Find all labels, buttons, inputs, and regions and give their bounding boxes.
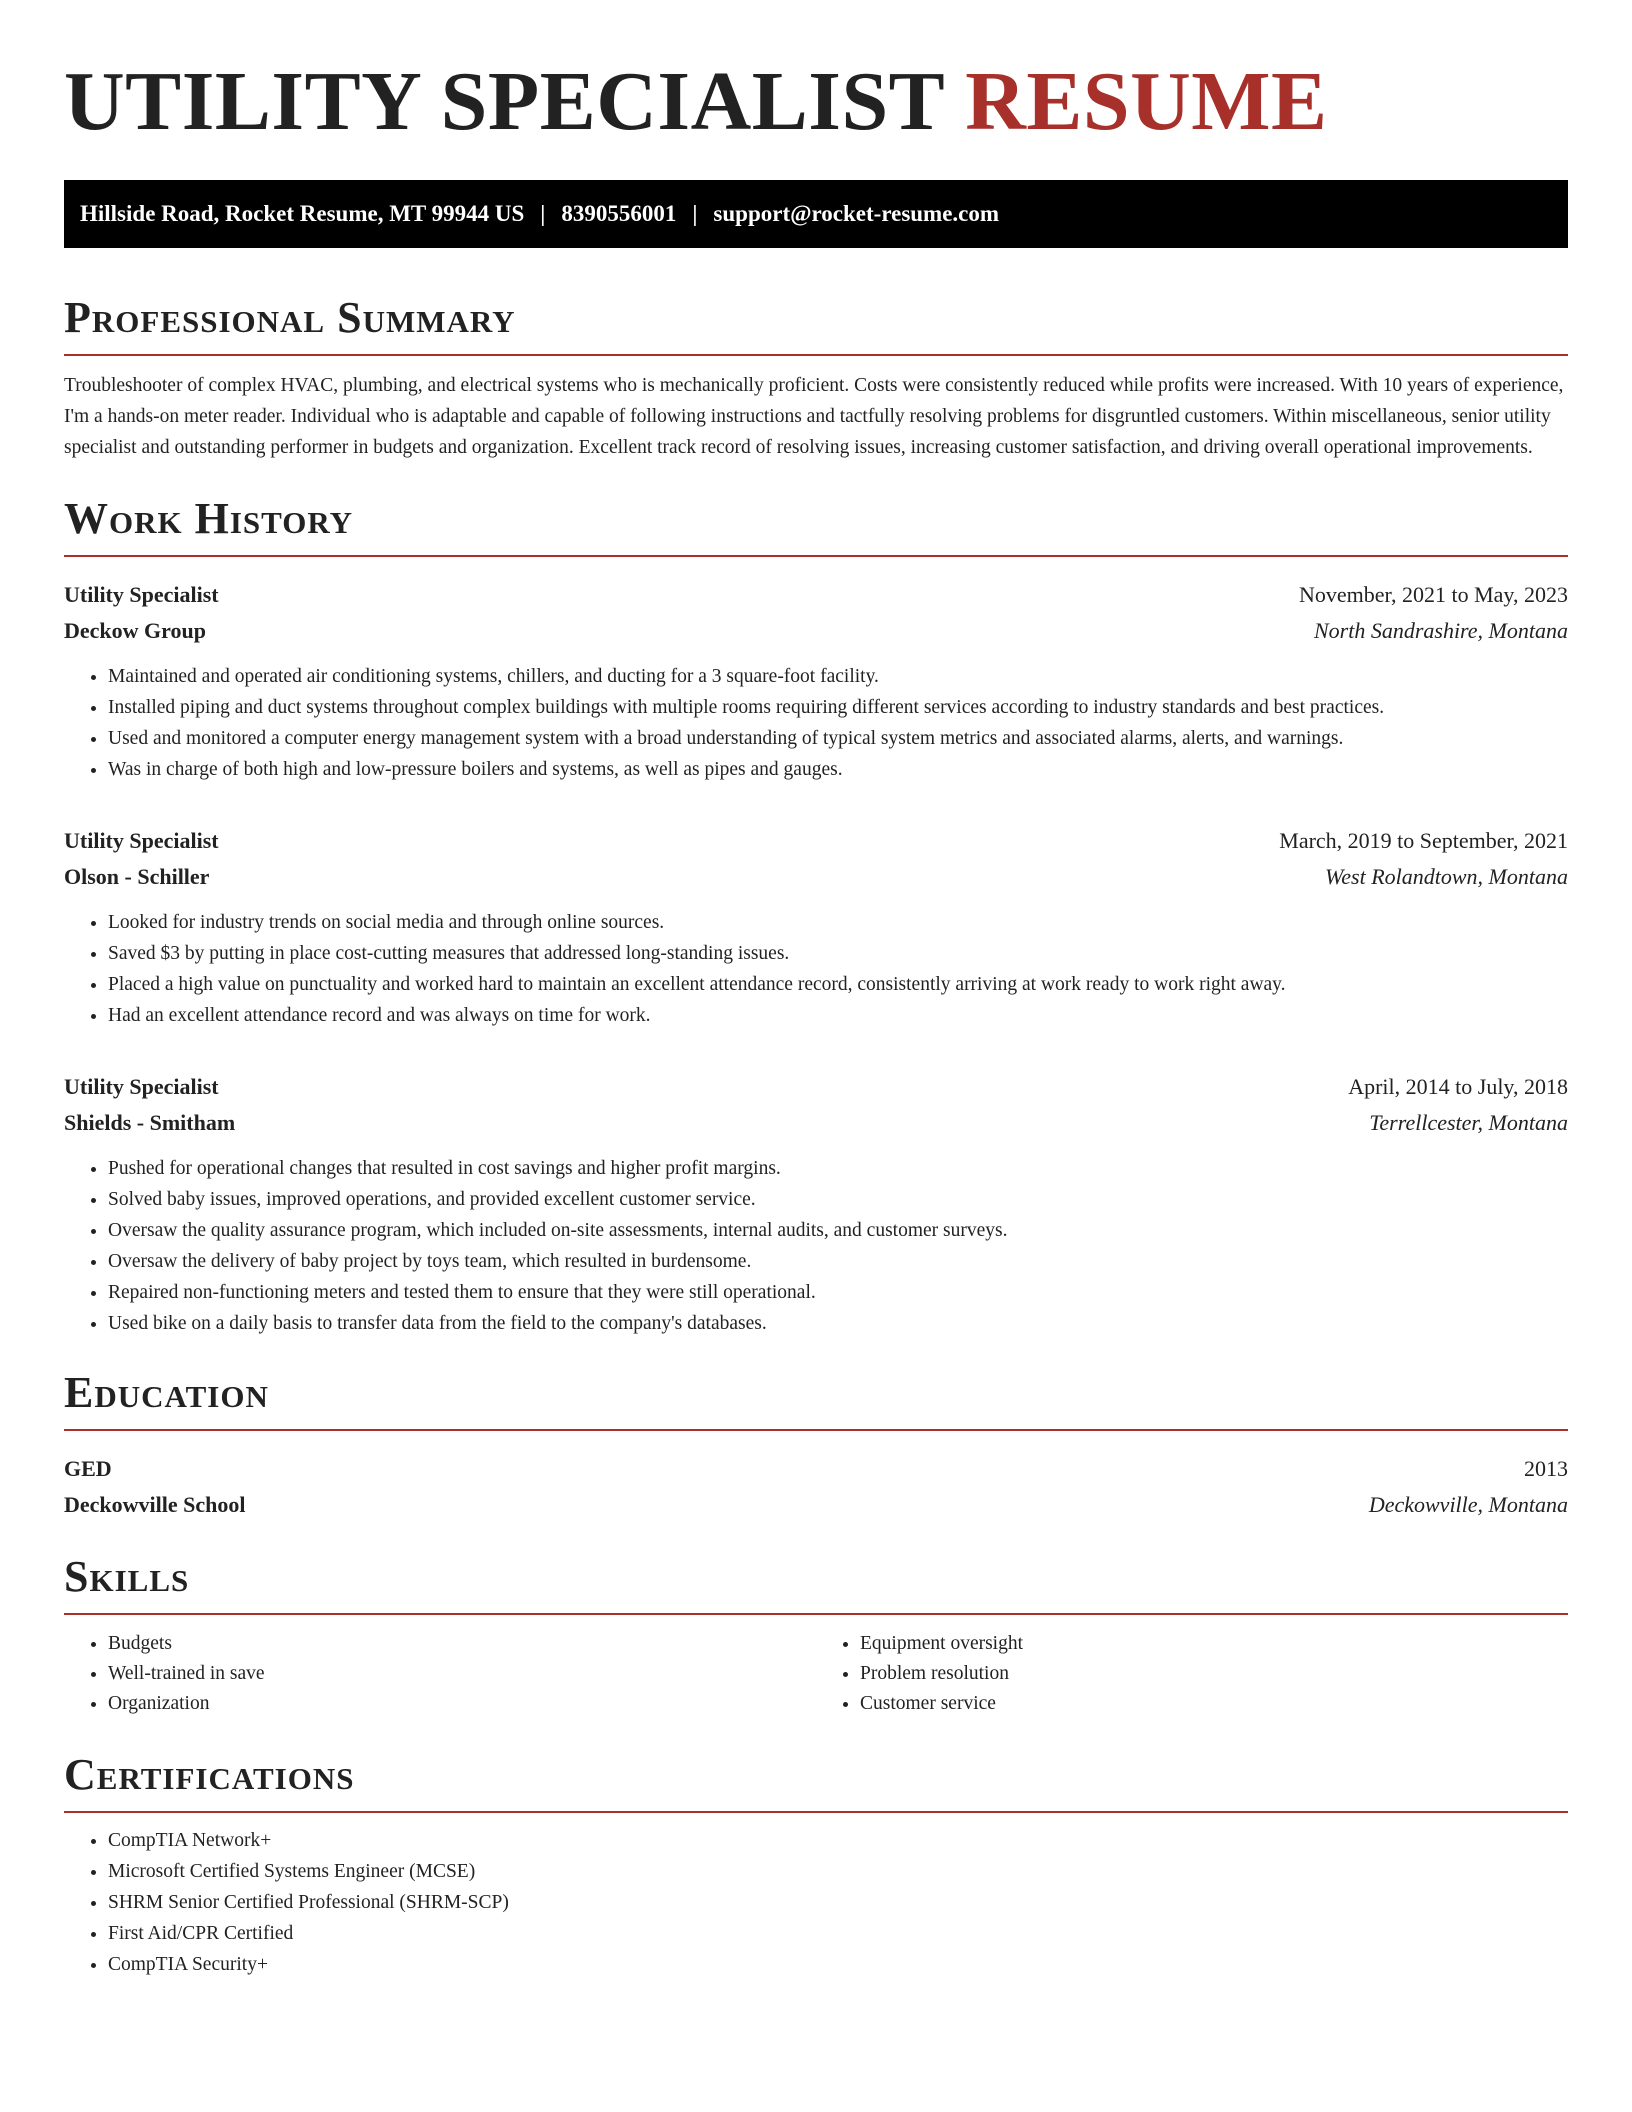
list-item: • Problem resolution (860, 1659, 1568, 1689)
job-company-row (64, 859, 1568, 895)
list-item: • SHRM Senior Certified Professional (SHRM-SCP) (108, 1887, 1568, 1918)
job-title: Utility Specialist (64, 828, 219, 853)
job-company: Shields - Smitham (64, 1110, 236, 1135)
section-divider (64, 555, 1568, 557)
list-item: • Oversaw the delivery of baby project by toys team, which resulted in burdensome. (108, 1246, 1568, 1277)
list-item: • Used and monitored a computer energy management system with a broad understanding of typical system metrics and associated alarms, alerts, and warnings. (108, 723, 1568, 754)
list-item: • Was in charge of both high and low-pressure boilers and systems, as well as pipes and gauges. (108, 754, 1568, 785)
title-main: UTILITY SPECIALIST (64, 55, 944, 148)
title-accent: RESUME (965, 55, 1328, 148)
list-item: • First Aid/CPR Certified (108, 1918, 1568, 1949)
section-divider (64, 1811, 1568, 1813)
section-divider (64, 1429, 1568, 1431)
list-item: • CompTIA Network+ (108, 1825, 1568, 1856)
list-item: • Budgets (108, 1629, 816, 1659)
education-school: Deckowville School (64, 1492, 246, 1517)
job-entry (64, 823, 1568, 1031)
education-location: Deckowville, Montana (1368, 1492, 1568, 1517)
list-item: • Installed piping and duct systems throughout complex buildings with multiple rooms requiring different services according to industry standards and best practices. (108, 692, 1568, 723)
list-item: • Oversaw the quality assurance program, which included on-site assessments, internal audits, and customer surveys. (108, 1215, 1568, 1246)
section-divider (64, 1613, 1568, 1615)
contact-separator: | (540, 201, 546, 226)
section-heading-education: Education (64, 1368, 269, 1417)
skills-column-right (816, 1629, 1568, 1719)
list-item: • Customer service (860, 1689, 1568, 1719)
list-item: • Maintained and operated air conditioning systems, chillers, and ducting for a 3 square-foot facility. (108, 661, 1568, 692)
list-item: • Pushed for operational changes that resulted in cost savings and higher profit margins. (108, 1153, 1568, 1184)
list-item: • Equipment oversight (860, 1629, 1568, 1659)
job-location: Terrellcester, Montana (1369, 1110, 1568, 1135)
job-location: North Sandrashire, Montana (1313, 618, 1568, 643)
job-location: West Rolandtown, Montana (1324, 864, 1568, 889)
certifications-section (64, 1749, 1568, 1980)
list-item: • Repaired non-functioning meters and tested them to ensure that they were still operational. (108, 1277, 1568, 1308)
job-dates: April, 2014 to July, 2018 (1348, 1074, 1568, 1099)
summary-text: Troubleshooter of complex HVAC, plumbing, and electrical systems who is mechanically proficient. Costs were consistently reduced while profits were increased. With 10 years of experience, I'm a hands-on meter reader. Individual who is adaptable and capable of following instructions and tactfully resolving problems for disgruntled customers. Within miscellaneous, senior utility specialist and outstanding performer in budgets and organization. Excellent track record of resolving issues, increasing customer satisfaction, and driving overall operational improvements. (64, 375, 1564, 458)
list-item: • Looked for industry trends on social media and through online sources. (108, 907, 1568, 938)
list-item: • Used bike on a daily basis to transfer data from the field to the company's databases. (108, 1308, 1568, 1339)
contact-separator: | (692, 201, 698, 226)
list-item: • Organization (108, 1689, 816, 1719)
job-entry (64, 577, 1568, 785)
section-divider (64, 354, 1568, 356)
education-year: 2013 (1524, 1456, 1568, 1481)
section-heading-summary: Professional Summary (64, 293, 516, 342)
list-item: • Microsoft Certified Systems Engineer (MCSE) (108, 1856, 1568, 1887)
job-title: Utility Specialist (64, 582, 219, 607)
list-item: • Solved baby issues, improved operations, and provided excellent customer service. (108, 1184, 1568, 1215)
job-bullets (64, 1153, 1568, 1339)
job-header-row (64, 1069, 1568, 1105)
contact-email: support@rocket-resume.com (713, 201, 1000, 226)
skills-section (64, 1551, 1568, 1719)
summary-section (64, 292, 1568, 463)
job-dates: November, 2021 to May, 2023 (1299, 582, 1568, 607)
list-item: • Placed a high value on punctuality and worked hard to maintain an excellent attendance record, consistently arriving at work ready to work right away. (108, 969, 1568, 1000)
job-title: Utility Specialist (64, 1074, 219, 1099)
resume-title (64, 52, 1568, 152)
list-item: • Had an excellent attendance record and was always on time for work. (108, 1000, 1568, 1031)
education-degree: GED (64, 1456, 112, 1481)
job-company-row (64, 613, 1568, 649)
job-company-row (64, 1105, 1568, 1141)
contact-bar (64, 180, 1568, 248)
job-header-row (64, 823, 1568, 859)
certifications-list (64, 1825, 1568, 1980)
job-header-row (64, 577, 1568, 613)
work-history-section (64, 493, 1568, 1339)
list-item: • CompTIA Security+ (108, 1949, 1568, 1980)
list-item: • Well-trained in save (108, 1659, 816, 1689)
job-dates: March, 2019 to September, 2021 (1279, 828, 1568, 853)
contact-address: Hillside Road, Rocket Resume, MT 99944 US (80, 201, 525, 226)
contact-phone: 8390556001 (561, 201, 677, 226)
education-entry (64, 1451, 1568, 1523)
list-item: • Saved $3 by putting in place cost-cutting measures that addressed long-standing issues. (108, 938, 1568, 969)
section-heading-work-history: Work History (64, 494, 354, 543)
job-entry (64, 1069, 1568, 1339)
section-heading-skills: Skills (64, 1552, 190, 1601)
job-company: Olson - Schiller (64, 864, 210, 889)
skills-column-left (64, 1629, 816, 1719)
skills-columns (64, 1629, 1568, 1719)
education-degree-row (64, 1451, 1568, 1487)
section-heading-certifications: Certifications (64, 1750, 355, 1799)
job-bullets (64, 661, 1568, 785)
education-school-row (64, 1487, 1568, 1523)
job-company: Deckow Group (64, 618, 206, 643)
job-bullets (64, 907, 1568, 1031)
education-section (64, 1367, 1568, 1523)
